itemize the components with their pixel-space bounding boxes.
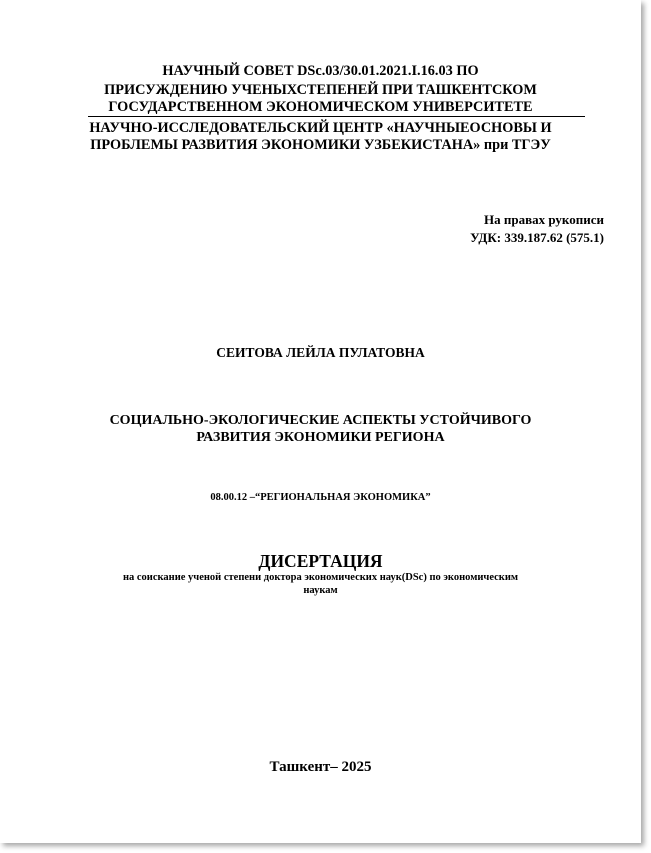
header-line-3: ГОСУДАРСТВЕННОМ ЭКОНОМИЧЕСКОМ УНИВЕРСИТЕТЕ — [108, 99, 533, 115]
city-year: Ташкент– 2025 — [269, 759, 372, 775]
manuscript-rights: На правах рукописи — [484, 212, 604, 227]
udk-code: УДК: 339.187.62 (575.1) — [470, 230, 604, 245]
header-divider — [88, 116, 585, 117]
header-line-1: НАУЧНЫЙ СОВЕТ DSc.03/30.01.2021.I.16.03 ПО — [162, 63, 479, 79]
degree-line-2: наукам — [303, 585, 338, 596]
author-name: СЕИТОВА ЛЕЙЛА ПУЛАТОВНА — [216, 345, 425, 360]
header-line-5: ПРОБЛЕМЫ РАЗВИТИЯ ЭКОНОМИКИ УЗБЕКИСТАНА» при ТГЭУ — [90, 137, 551, 153]
dissertation-title-line-1: СОЦИАЛЬНО-ЭКОЛОГИЧЕСКИЕ АСПЕКТЫ УСТОЙЧИВОГО — [109, 413, 532, 428]
dissertation-title-line-2: РАЗВИТИЯ ЭКОНОМИКИ РЕГИОНА — [196, 430, 445, 445]
header-line-2: ПРИСУЖДЕНИЮ УЧЕНЫХСТЕПЕНЕЙ ПРИ ТАШКЕНТСКОМ — [104, 82, 537, 98]
degree-line-1: на соискание ученой степени доктора экономических наук(DSc) по экономическим — [122, 572, 519, 583]
header-line-4: НАУЧНО-ИССЛЕДОВАТЕЛЬСКИЙ ЦЕНТР «НАУЧНЫЕОСНОВЫ И — [89, 120, 552, 136]
specialty-code: 08.00.12 –“РЕГИОНАЛЬНАЯ ЭКОНОМИКА” — [210, 492, 431, 503]
dissertation-heading: ДИСЕРТАЦИЯ — [258, 551, 383, 571]
